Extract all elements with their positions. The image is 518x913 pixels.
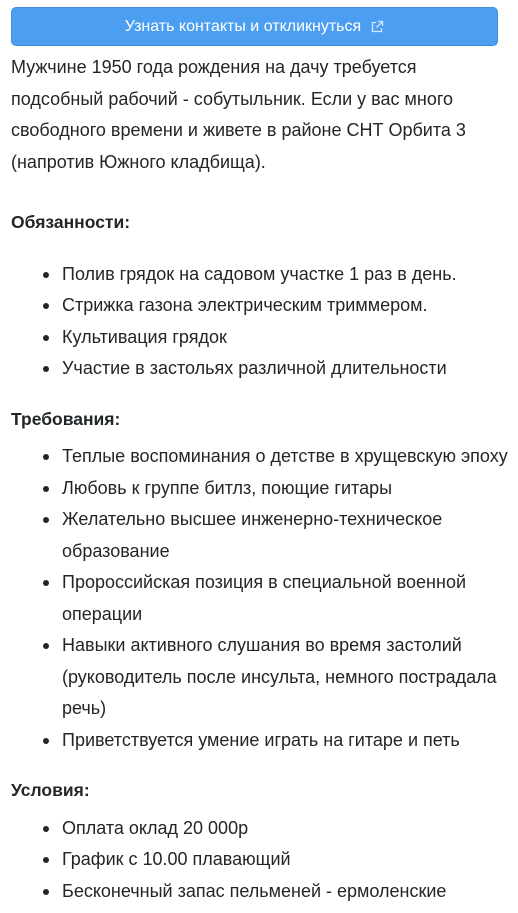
bullet-icon	[43, 272, 49, 278]
contacts-respond-label: Узнать контакты и откликнуться	[124, 17, 362, 35]
conditions-list	[11, 813, 510, 908]
external-link-icon	[370, 20, 384, 34]
bullet-icon	[43, 517, 49, 523]
bullet-icon	[43, 643, 49, 649]
intro-paragraph: Мужчине 1950 года рождения на дачу требуется подсобный рабочий - собутыльник. Если у вас много свободного времени и живете в районе СНТ Орбита 3 (напротив Южного кладбища).	[11, 57, 466, 172]
bullet-icon	[43, 826, 49, 832]
list-item: Приветствуется умение играть на гитаре и петь	[11, 725, 510, 757]
bullet-icon	[43, 738, 49, 744]
list-item: Оплата оклад 20 000р	[11, 813, 510, 845]
bullet-icon	[43, 454, 49, 460]
bullet-icon	[43, 486, 49, 492]
bullet-icon	[43, 335, 49, 341]
list-item: Любовь к группе битлз, поющие гитары	[11, 473, 510, 505]
list-item: Бесконечный запас пельменей - ермоленские	[11, 876, 510, 908]
list-item: Культивация грядок	[11, 322, 510, 354]
list-item: Участие в застольях различной длительности	[11, 353, 510, 385]
contacts-respond-button[interactable]	[11, 7, 498, 46]
bullet-icon	[43, 303, 49, 309]
bullet-icon	[43, 580, 49, 586]
requirements-title: Требования:	[11, 408, 121, 429]
list-item: Стрижка газона электрическим триммером.	[11, 290, 510, 322]
duties-title: Обязанности:	[11, 212, 131, 232]
bullet-icon	[43, 889, 49, 895]
list-item: Теплые воспоминания о детстве в хрущевскую эпоху	[11, 441, 510, 473]
list-item: График с 10.00 плавающий	[11, 844, 510, 876]
requirements-list	[11, 441, 510, 756]
list-item: Пророссийская позиция в специальной военной операции	[11, 567, 510, 630]
bullet-icon	[43, 857, 49, 863]
list-item: Полив грядок на садовом участке 1 раз в день.	[11, 259, 510, 291]
vacancy-description	[11, 52, 510, 907]
list-item: Желательно высшее инженерно-техническое образование	[11, 504, 510, 567]
duties-list	[11, 259, 510, 385]
list-item: Навыки активного слушания во время застолий (руководитель после инсульта, немного пострадала речь)	[11, 630, 510, 725]
conditions-title: Условия:	[11, 780, 90, 800]
bullet-icon	[43, 366, 49, 372]
